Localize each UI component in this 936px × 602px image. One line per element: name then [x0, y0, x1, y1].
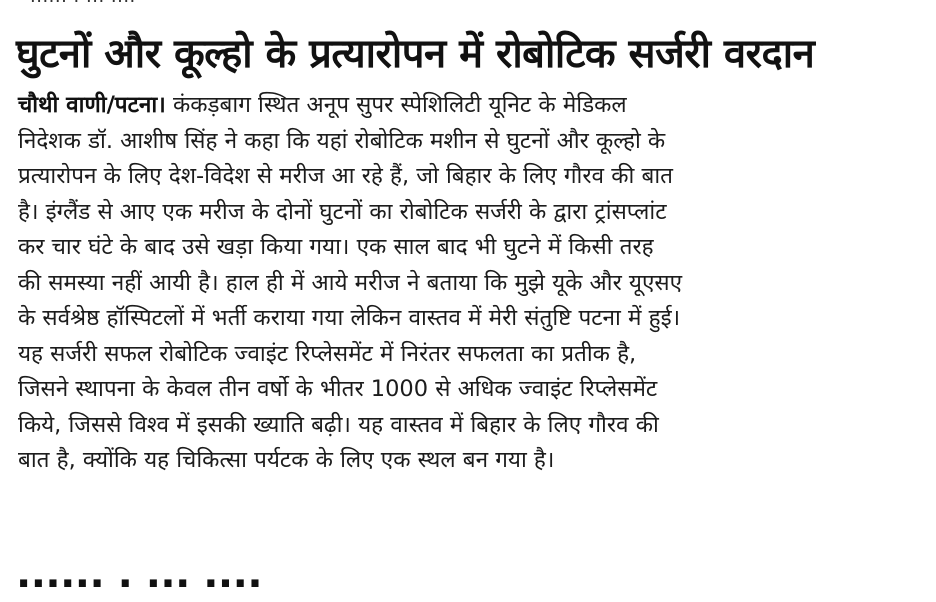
- dateline: चौथी वाणी/पटना।: [18, 92, 166, 118]
- body-line: की समस्या नहीं आयी है। हाल ही में आये मरीज ने बताया कि मुझे यूके और यूएसए: [18, 269, 683, 296]
- body-line: जिसने स्थापना के केवल तीन वर्षो के भीतर 1000 से अधिक ज्वाइंट रिप्लेसमेंट: [18, 376, 658, 402]
- body-line: [18, 88, 918, 124]
- body-line: के सर्वश्रेष्ठ हॉस्पिटलों में भर्ती कराया गया लेकिन वास्तव में मेरी संतुष्टि पटना में हुई।: [18, 305, 681, 331]
- previous-article-fragment: [30, 0, 136, 7]
- body-line: कर चार घंटे के बाद उसे खड़ा किया गया। एक साल बाद भी घुटने में किसी तरह: [18, 234, 654, 260]
- body-line: है। इंग्लैंड से आए एक मरीज के दोनों घुटनों का रोबोटिक सर्जरी के द्वारा ट्रांसप्लांट: [18, 198, 667, 225]
- next-article-headline-fragment: ...... . ... ....: [16, 551, 263, 597]
- article-body: [18, 88, 918, 479]
- body-line: किये, जिससे विश्व में इसकी ख्याति बढ़ी। यह वास्तव में बिहार के लिए गौरव की: [18, 411, 659, 438]
- body-line: यह सर्जरी सफल रोबोटिक ज्वाइंट रिप्लेसमेंट में निरंतर सफलता का प्रतीक है,: [18, 340, 637, 367]
- body-line: निदेशक डॉ. आशीष सिंह ने कहा कि यहां रोबोटिक मशीन से घुटनों और कूल्हो के: [18, 127, 666, 154]
- article-headline: घुटनों और कूल्हो के प्रत्यारोपन में रोबोटिक सर्जरी वरदान: [16, 31, 815, 77]
- body-line-text: कंकड़बाग स्थित अनूप सुपर स्पेशिलिटी यूनिट के मेडिकल: [172, 92, 627, 118]
- body-line: प्रत्यारोपन के लिए देश-विदेश से मरीज आ रहे हैं, जो बिहार के लिए गौरव की बात: [18, 163, 673, 189]
- body-line: बात है, क्योंकि यह चिकित्सा पर्यटक के लिए एक स्थल बन गया है।: [18, 447, 555, 473]
